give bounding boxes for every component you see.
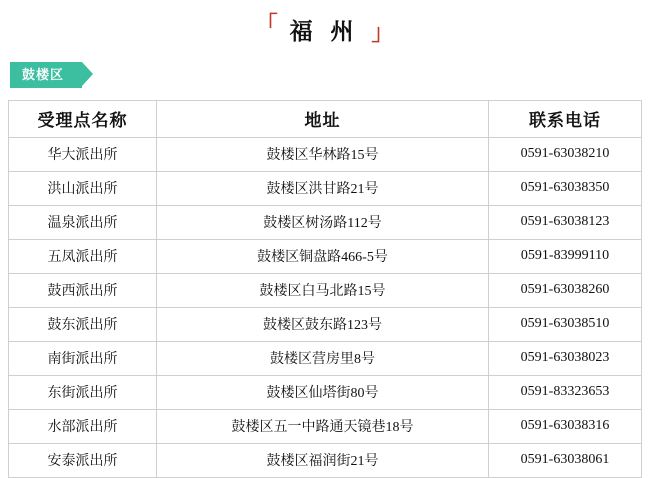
cell-phone: 0591-83323653 [489,375,642,409]
cell-name: 华大派出所 [9,137,157,171]
table-row [9,409,642,443]
cell-phone: 0591-63038061 [489,443,642,477]
cell-phone: 0591-63038210 [489,137,642,171]
column-header-address: 地址 [157,100,489,137]
cell-name: 五凤派出所 [9,239,157,273]
cell-address: 鼓楼区福润街21号 [157,443,489,477]
status-badge-district: 鼓楼区 [10,62,82,88]
cell-phone: 0591-83999110 [489,239,642,273]
cell-address: 鼓楼区鼓东路123号 [157,307,489,341]
column-header-phone: 联系电话 [489,100,642,137]
cell-phone: 0591-63038123 [489,205,642,239]
cell-name: 洪山派出所 [9,171,157,205]
cell-phone: 0591-63038316 [489,409,642,443]
cell-name: 鼓西派出所 [9,273,157,307]
bracket-left-icon: 「 [255,12,278,37]
table-body [9,137,642,477]
table-row [9,239,642,273]
cell-phone: 0591-63038260 [489,273,642,307]
table-row [9,307,642,341]
cell-name: 南街派出所 [9,341,157,375]
cell-phone: 0591-63038023 [489,341,642,375]
table-row [9,137,642,171]
cell-name: 水部派出所 [9,409,157,443]
cell-address: 鼓楼区白马北路15号 [157,273,489,307]
table-row [9,205,642,239]
cell-address: 鼓楼区营房里8号 [157,341,489,375]
cell-phone: 0591-63038350 [489,171,642,205]
bracket-right-icon: 」 [371,20,394,45]
cell-phone: 0591-63038510 [489,307,642,341]
cell-address: 鼓楼区仙塔街80号 [157,375,489,409]
column-header-name: 受理点名称 [9,100,157,137]
district-tag-row [0,62,649,88]
stations-table [8,100,642,478]
cell-address: 鼓楼区洪甘路21号 [157,171,489,205]
table-row [9,171,642,205]
table-row [9,341,642,375]
table-header-row [9,100,642,137]
cell-address: 鼓楼区树汤路112号 [157,205,489,239]
cell-name: 安泰派出所 [9,443,157,477]
page-title [0,0,649,58]
stations-table-wrap [0,100,649,478]
city-title-text: 福 州 [289,18,360,44]
table-row [9,273,642,307]
table-row [9,443,642,477]
table-header [9,100,642,137]
cell-address: 鼓楼区五一中路通天镜巷18号 [157,409,489,443]
cell-name: 东街派出所 [9,375,157,409]
table-row [9,375,642,409]
cell-address: 鼓楼区华林路15号 [157,137,489,171]
cell-name: 温泉派出所 [9,205,157,239]
cell-address: 鼓楼区铜盘路466-5号 [157,239,489,273]
cell-name: 鼓东派出所 [9,307,157,341]
